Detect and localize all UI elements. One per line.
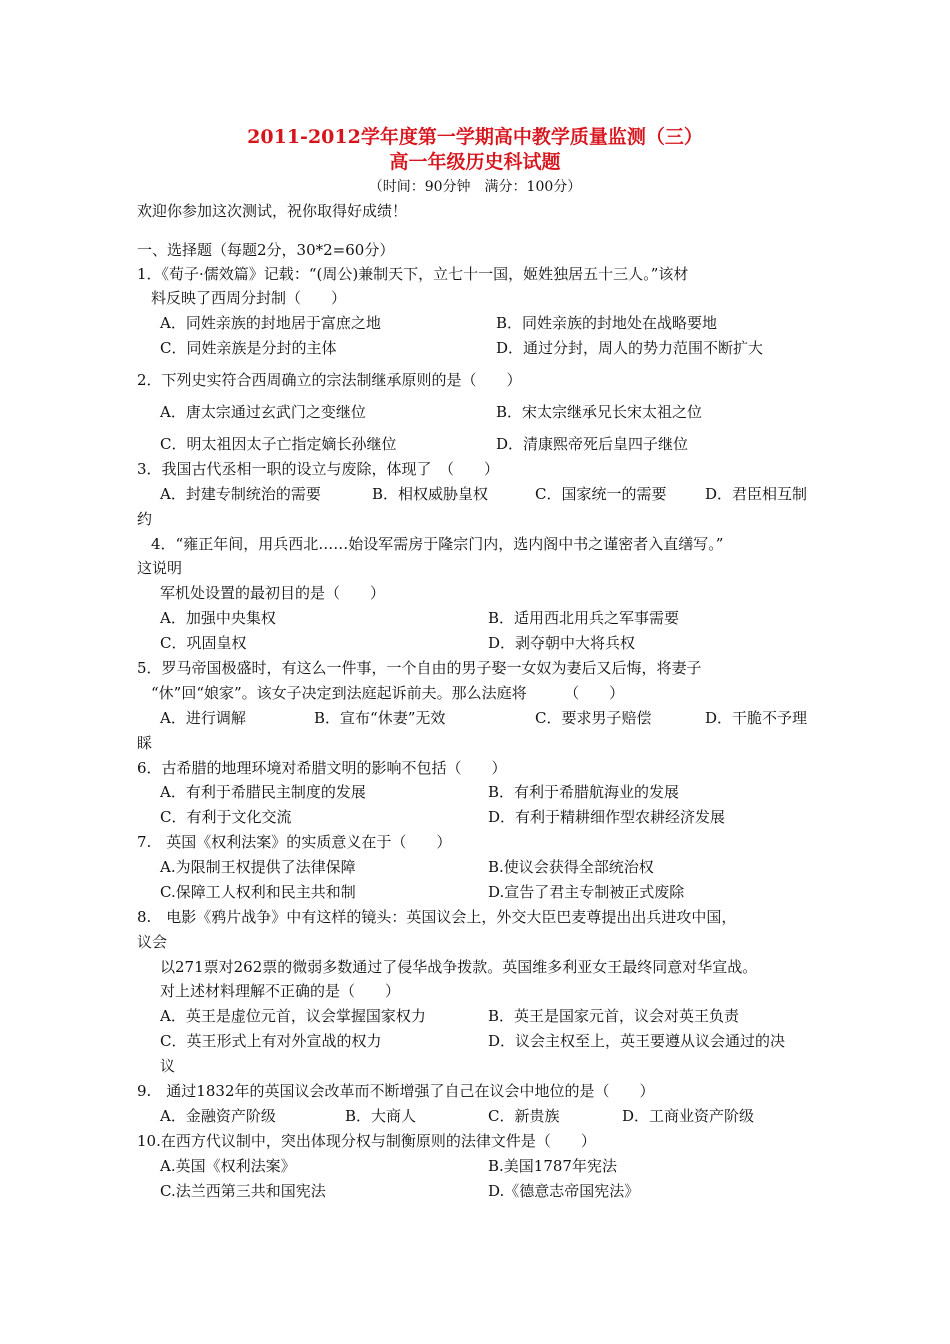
question-7-option-c: C.保障工人权利和民主共和制 <box>160 883 356 901</box>
question-1-option-b: B．同姓亲族的封地处在战略要地 <box>496 314 718 332</box>
question-5-stem: 5．罗马帝国极盛时，有这么一件事，一个自由的男子娶一女奴为妻后又后悔，将妻子 <box>137 659 702 677</box>
question-8-stem: 8. 电影《鸦片战争》中有这样的镜头：英国议会上，外交大臣巴麦尊提出出兵进攻中国， <box>137 908 737 926</box>
question-4-stem: 军机处设置的最初目的是（ ） <box>160 584 386 602</box>
question-3-option-d: D．君臣相互制 <box>705 485 808 503</box>
question-9-stem: 9. 通过1832年的英国议会改革而不断增强了自己在议会中地位的是（ ） <box>137 1082 655 1100</box>
question-9-option-a: A．金融资产阶级 <box>160 1107 276 1125</box>
question-1-option-d: D．通过分封，周人的势力范围不断扩大 <box>496 339 764 357</box>
question-6-option-a: A．有利于希腊民主制度的发展 <box>160 783 366 801</box>
section-heading: 一、选择题（每题2分，30*2=60分） <box>137 241 395 259</box>
question-6-stem: 6．古希腊的地理环境对希腊文明的影响不包括（ ） <box>137 759 507 777</box>
exam-title: 2011-2012学年度第一学期高中教学质量监测（三） <box>247 126 703 148</box>
question-9-option-c: C．新贵族 <box>488 1107 560 1125</box>
question-8-option-b: B．英王是国家元首，议会对英王负责 <box>488 1007 740 1025</box>
question-1-option-a: A．同姓亲族的封地居于富庶之地 <box>160 314 381 332</box>
question-1-stem: 1．《荀子·儒效篇》记载：“(周公)兼制天下，立七十一国，姬姓独居五十三人。”该材 <box>137 265 689 283</box>
question-2-option-b: B．宋太宗继承兄长宋太祖之位 <box>496 403 703 421</box>
question-5-option-b: B．宣布“休妻”无效 <box>314 709 446 727</box>
question-6-option-c: C．有利于文化交流 <box>160 808 292 826</box>
question-8-option-d: D．议会主权至上，英王要遵从议会通过的决 <box>488 1032 786 1050</box>
greeting-text: 欢迎你参加这次测试，祝你取得好成绩！ <box>137 202 408 220</box>
question-8-stem: 议会 <box>137 933 168 951</box>
question-10-option-b: B.美国1787年宪法 <box>488 1157 617 1175</box>
question-2-option-d: D．清康熙帝死后皇四子继位 <box>496 435 689 453</box>
question-7-option-d: D.宣告了君主专制被正式废除 <box>488 883 685 901</box>
question-4-stem: 这说明 <box>137 559 183 577</box>
question-4-option-b: B．适用西北用兵之军事需要 <box>488 609 680 627</box>
question-9-option-d: D．工商业资产阶级 <box>622 1107 755 1125</box>
question-7-stem: 7. 英国《权利法案》的实质意义在于（ ） <box>137 833 452 851</box>
question-8-option-a: A．英王是虚位元首，议会掌握国家权力 <box>160 1007 426 1025</box>
question-3-option-b: B．相权威胁皇权 <box>372 485 489 503</box>
question-4-option-c: C．巩固皇权 <box>160 634 247 652</box>
question-5-option-a: A．进行调解 <box>160 709 246 727</box>
question-2-option-c: C．明太祖因太子亡指定嫡长孙继位 <box>160 435 397 453</box>
question-8-stem: 对上述材料理解不正确的是（ ） <box>160 982 401 1000</box>
question-8-option-d-wrap: 议 <box>160 1057 176 1075</box>
question-3-option-a: A．封建专制统治的需要 <box>160 485 321 503</box>
question-10-option-a: A.英国《权利法案》 <box>160 1157 296 1175</box>
question-2-stem: 2．下列史实符合西周确立的宗法制继承原则的是（ ） <box>137 371 522 389</box>
question-5-stem: “休”回“娘家”。该女子决定到法庭起诉前夫。那么法庭将 （ ） <box>151 684 625 702</box>
question-1-stem: 料反映了西周分封制（ ） <box>151 289 347 307</box>
question-4-option-d: D．剥夺朝中大将兵权 <box>488 634 636 652</box>
question-4-stem: 4．“雍正年间，用兵西北……始设军需房于隆宗门内，选内阁中书之谨密者入直缮写。” <box>151 535 724 553</box>
question-5-option-c: C．要求男子赔偿 <box>535 709 652 727</box>
question-8-option-c: C．英王形式上有对外宣战的权力 <box>160 1032 382 1050</box>
question-6-option-d: D．有利于精耕细作型农耕经济发展 <box>488 808 726 826</box>
question-10-option-c: C.法兰西第三共和国宪法 <box>160 1182 326 1200</box>
question-10-option-d: D.《德意志帝国宪法》 <box>488 1182 640 1200</box>
question-2-option-a: A．唐太宗通过玄武门之变继位 <box>160 403 366 421</box>
question-3-stem: 3．我国古代丞相一职的设立与废除，体现了 （ ） <box>137 460 500 478</box>
question-8-stem: 以271票对262票的微弱多数通过了侵华战争拨款。英国维多利亚女王最终同意对华宣战。 <box>160 958 758 976</box>
question-4-option-a: A．加强中央集权 <box>160 609 276 627</box>
question-1-option-c: C．同姓亲族是分封的主体 <box>160 339 337 357</box>
question-10-stem: 10.在西方代议制中，突出体现分权与制衡原则的法律文件是（ ） <box>137 1132 596 1150</box>
question-3-option-d-wrap: 约 <box>137 510 153 528</box>
exam-subtitle: 高一年级历史科试题 <box>389 151 561 173</box>
exam-time-score: （时间：90分钟 满分：100分） <box>368 179 582 195</box>
question-6-option-b: B．有利于希腊航海业的发展 <box>488 783 680 801</box>
question-7-option-b: B.使议会获得全部统治权 <box>488 858 654 876</box>
question-5-option-d-wrap: 睬 <box>137 734 153 752</box>
question-3-option-c: C．国家统一的需要 <box>535 485 667 503</box>
question-9-option-b: B．大商人 <box>345 1107 417 1125</box>
question-5-option-d: D．干脆不予理 <box>705 709 808 727</box>
question-7-option-a: A.为限制王权提供了法律保障 <box>160 858 356 876</box>
